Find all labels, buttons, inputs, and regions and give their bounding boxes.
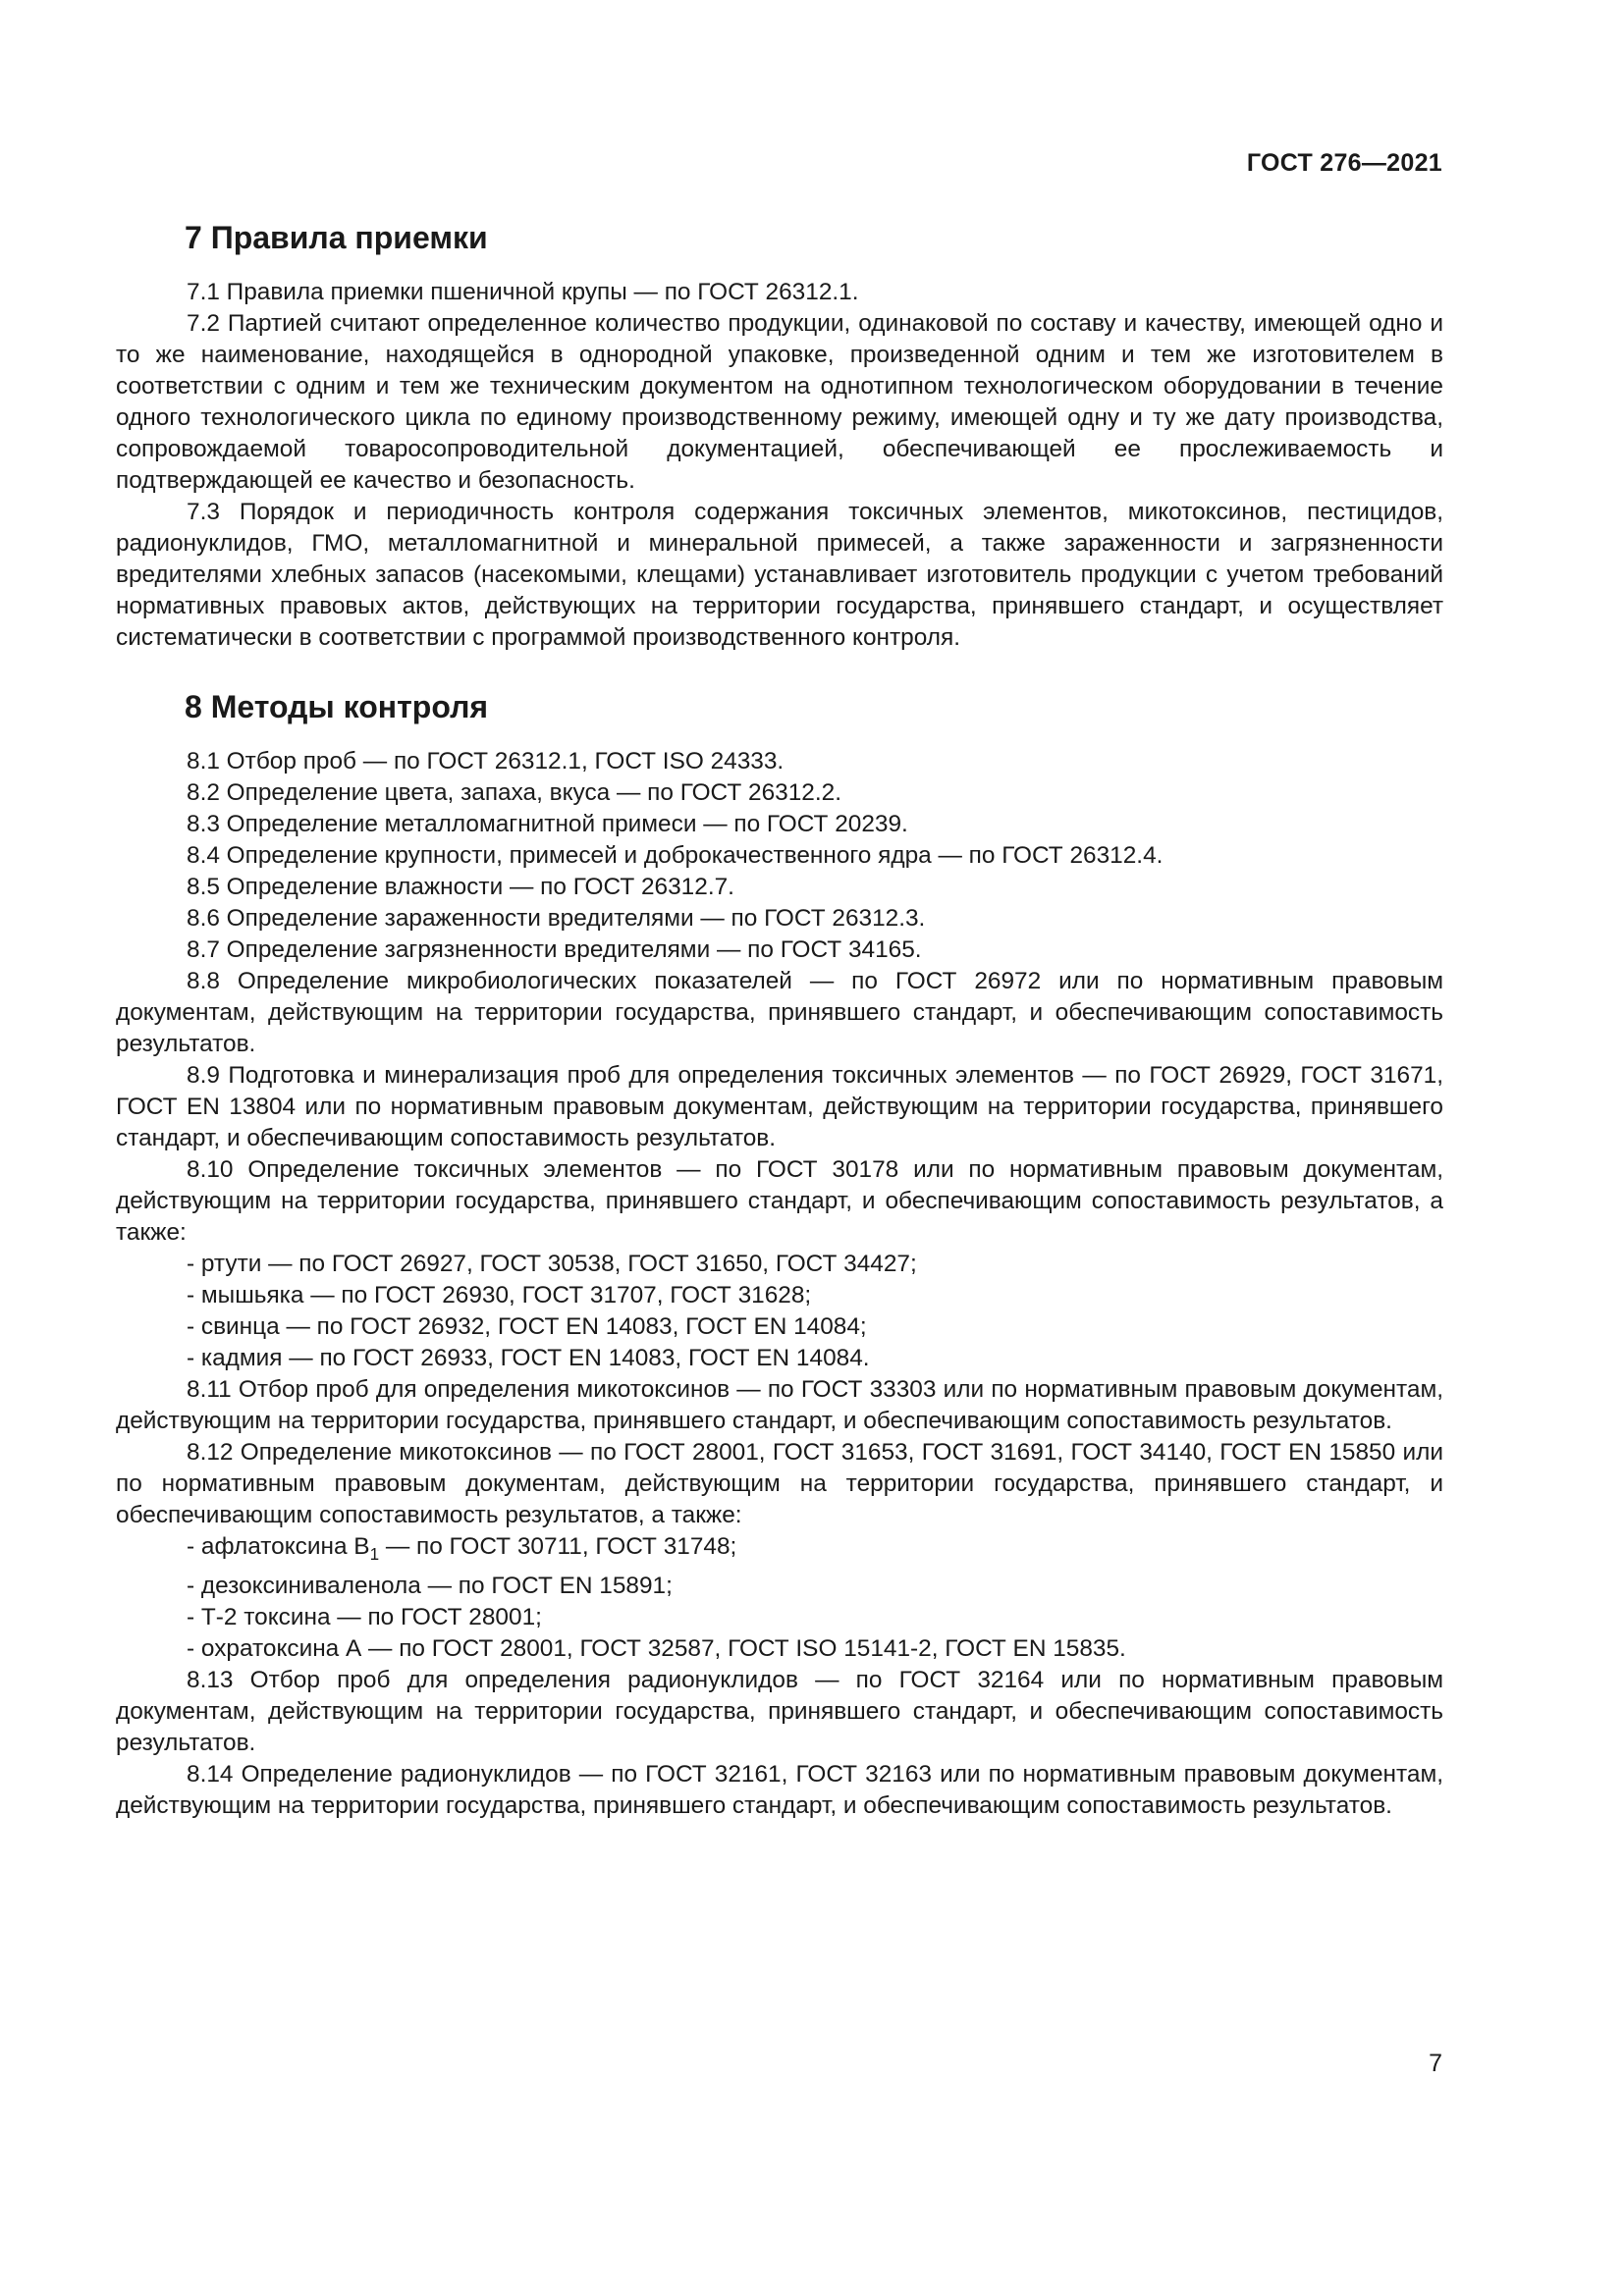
clause-8-11: 8.11 Отбор проб для определения микотоксинов — по ГОСТ 33303 или по нормативным правовым документам, действующим на территории государства, принявшего стандарт, и обеспечивающим сопоставимость результатов. xyxy=(116,1376,1443,1434)
clause-7-2: 7.2 Партией считают определенное количество продукции, одинаковой по составу и качеству, имеющей одно и то же наименование, находящейся в однородной упаковке, произведенной одним и тем же изготовителем в соответствии с одним и тем же техническим документом на однотипном технологическом оборудовании в течение одного технологического цикла по единому производственному режиму, имеющей одну и ту же дату производства, сопровождаемой товаросопроводительной документацией, обеспечивающей ее прослеживаемость и подтверждающей ее качество и безопасность. xyxy=(116,310,1443,494)
list-item-lead: - свинца — по ГОСТ 26932, ГОСТ EN 14083, ГОСТ EN 14084; xyxy=(187,1313,867,1340)
list-item-t2-toxin: - Т-2 токсина — по ГОСТ 28001; xyxy=(187,1603,542,1630)
section-control-methods xyxy=(116,687,1443,1822)
page-content xyxy=(116,218,1443,1822)
page-number: 7 xyxy=(1429,2050,1442,2077)
clause-8-12: 8.12 Определение микотоксинов — по ГОСТ 28001, ГОСТ 31653, ГОСТ 31691, ГОСТ 34140, ГОСТ EN 15850 или по нормативным правовым документам, действующим на территории государства, принявшего стандарт, и обеспечивающим сопоставимость результатов, а также: xyxy=(116,1439,1443,1528)
list-item-mercury: - ртути — по ГОСТ 26927, ГОСТ 30538, ГОСТ 31650, ГОСТ 34427; xyxy=(187,1251,917,1277)
section-title: 8 Методы контроля xyxy=(185,689,489,724)
list-item-ochratoxin: - охратоксина А — по ГОСТ 28001, ГОСТ 32587, ГОСТ ISO 15141-2, ГОСТ EN 15835. xyxy=(187,1634,1126,1662)
clause-8-7: 8.7 Определение загрязненности вредителями — по ГОСТ 34165. xyxy=(187,936,922,963)
clause-8-10: 8.10 Определение токсичных элементов — по ГОСТ 30178 или по нормативным правовым документам, действующим на территории государства, принявшего стандарт, и обеспечивающим сопоставимость результатов, а также: xyxy=(116,1156,1443,1246)
aflatoxin-subscript: 1 xyxy=(369,1544,380,1564)
clause-8-5: 8.5 Определение влажности — по ГОСТ 26312.7. xyxy=(187,874,734,900)
list-item-cadmium: - кадмия — по ГОСТ 26933, ГОСТ EN 14083, ГОСТ EN 14084. xyxy=(187,1345,870,1371)
clause-8-1: 8.1 Отбор проб — по ГОСТ 26312.1, ГОСТ ISO 24333. xyxy=(187,748,785,774)
clause-7-3: 7.3 Порядок и периодичность контроля содержания токсичных элементов, микотоксинов, пестицидов, радионуклидов, ГМО, металломагнитной и минеральной примесей, а также зараженности и загрязненности вредителями хлебных запасов (насекомыми, клещами) устанавливает изготовитель продукции с учетом требований нормативных правовых актов, действующих на территории государства, принявшего стандарт, и осуществляет систематически в соответствии с программой производственного контроля. xyxy=(116,499,1443,651)
list-item-aflatoxin xyxy=(116,1531,1443,1571)
clause-8-9: 8.9 Подготовка и минерализация проб для определения токсичных элементов — по ГОСТ 26929, ГОСТ 31671, ГОСТ EN 13804 или по нормативным правовым документам, действующим на территории государства, принявшего стандарт, и обеспечивающим сопоставимость результатов. xyxy=(116,1062,1443,1151)
aflatoxin-methods: — по ГОСТ 30711, ГОСТ 31748; xyxy=(379,1533,737,1560)
document-code: ГОСТ 276—2021 xyxy=(1246,149,1442,177)
clause-8-4: 8.4 Определение крупности, примесей и доброкачественного ядра — по ГОСТ 26312.4. xyxy=(187,842,1164,869)
list-item-deoxynivalenol: - дезоксиниваленола — по ГОСТ EN 15891; xyxy=(187,1572,673,1599)
clause-8-8: 8.8 Определение микробиологических показателей — по ГОСТ 26972 или по нормативным правовым документам, действующим на территории государства, принявшего стандарт, и обеспечивающим сопоставимость результатов. xyxy=(116,968,1443,1057)
section-title: 7 Правила приемки xyxy=(185,220,488,255)
clause-7-1: 7.1 Правила приемки пшеничной крупы — по ГОСТ 26312.1. xyxy=(187,279,859,305)
clause-8-3: 8.3 Определение металломагнитной примеси — по ГОСТ 20239. xyxy=(187,811,908,837)
list-item-arsenic: - мышьяка — по ГОСТ 26930, ГОСТ 31707, ГОСТ 31628; xyxy=(187,1282,812,1308)
section-acceptance-rules xyxy=(116,218,1443,654)
aflatoxin-label: - афлатоксина В xyxy=(187,1533,370,1560)
clause-8-13: 8.13 Отбор проб для определения радионуклидов — по ГОСТ 32164 или по нормативным правовым документам, действующим на территории государства, принявшего стандарт, и обеспечивающим сопоставимость результатов. xyxy=(116,1666,1443,1756)
clause-8-6: 8.6 Определение зараженности вредителями — по ГОСТ 26312.3. xyxy=(187,905,926,932)
clause-8-14: 8.14 Определение радионуклидов — по ГОСТ 32161, ГОСТ 32163 или по нормативным правовым документам, действующим на территории государства, принявшего стандарт, и обеспечивающим сопоставимость результатов. xyxy=(116,1760,1443,1819)
clause-8-2: 8.2 Определение цвета, запаха, вкуса — по ГОСТ 26312.2. xyxy=(187,779,841,806)
